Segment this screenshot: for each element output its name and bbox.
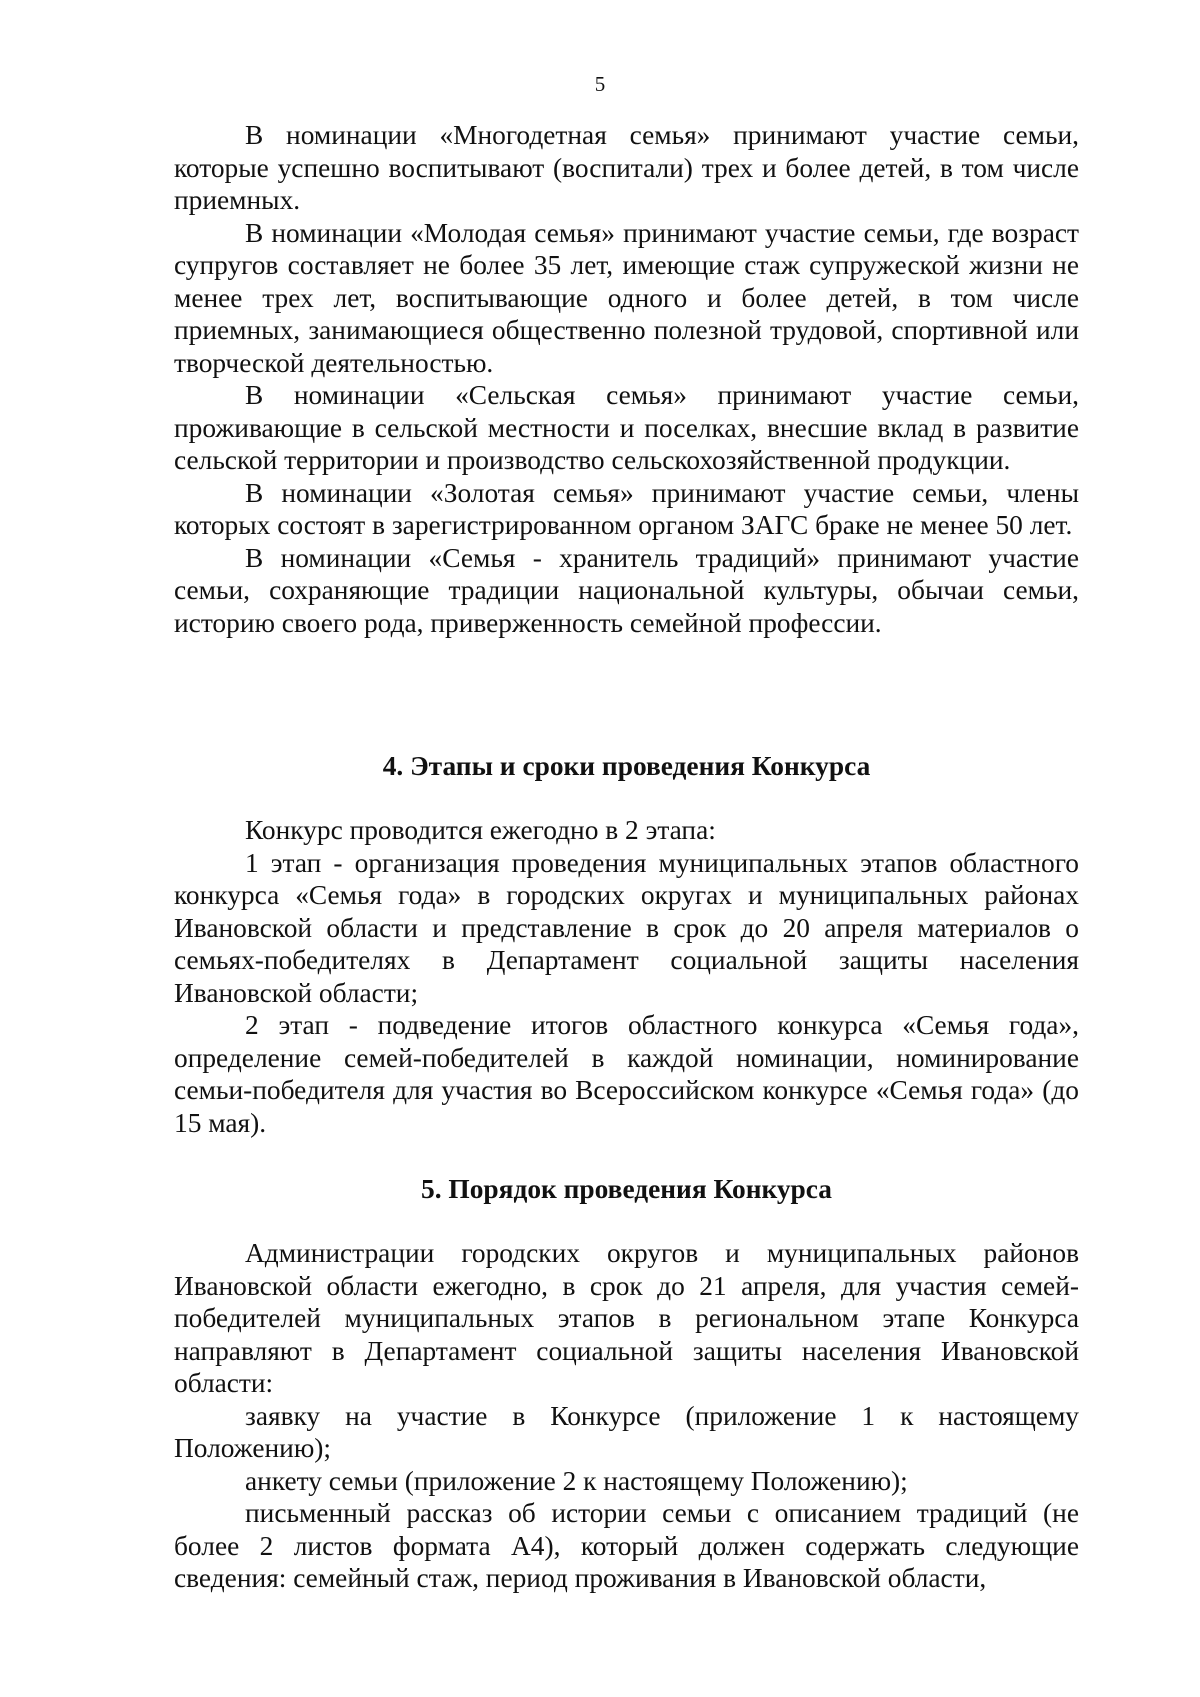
nominations-section xyxy=(174,119,1079,639)
section-5-heading: 5. Порядок проведения Конкурса xyxy=(421,1174,832,1204)
procedure-section xyxy=(174,1237,1079,1595)
paragraph-family-story: письменный рассказ об истории семьи с описанием традиций (не более 2 листов формата А4), который должен содержать следующие сведения: семейный стаж, период проживания в Ивановской области, xyxy=(174,1498,1079,1593)
section-4-heading: 4. Этапы и сроки проведения Конкурса xyxy=(382,751,871,781)
paragraph-large-family: В номинации «Многодетная семья» принимают участие семьи, которые успешно воспитывают (воспитали) трех и более детей, в том числе приемных. xyxy=(174,120,1079,215)
page-number: 5 xyxy=(594,72,606,96)
paragraph-stage-2: 2 этап - подведение итогов областного конкурса «Семья года», определение семей-победителей в каждой номинации, номинирование семьи-победителя для участия во Всероссийском конкурсе «Семья года» (до 15 мая). xyxy=(174,1010,1079,1138)
paragraph-application: заявку на участие в Конкурсе (приложение 1 к настоящему Положению); xyxy=(174,1400,1079,1463)
paragraph-stage-1: 1 этап - организация проведения муниципальных этапов областного конкурса «Семья года» в городских округах и муниципальных районах Ивановской области и представление в срок до 20 апреля материалов о семьях-победителях в Департамент социальной защиты населения Ивановской области; xyxy=(174,847,1079,1008)
paragraph-golden-family: В номинации «Золотая семья» принимают участие семьи, члены которых состоят в зарегистрированном органом ЗАГС браке не менее 50 лет. xyxy=(174,477,1079,540)
paragraph-questionnaire: анкету семьи (приложение 2 к настоящему Положению); xyxy=(245,1465,908,1496)
stages-section xyxy=(174,814,1079,1139)
paragraph-administrations: Администрации городских округов и муниципальных районов Ивановской области ежегодно, в срок до 21 апреля, для участия семей-победителей муниципальных этапов в региональном этапе Конкурса направляют в Департамент социальной защиты населения Ивановской области: xyxy=(174,1238,1079,1398)
paragraph-rural-family: В номинации «Сельская семья» принимают участие семьи, проживающие в сельской местности и поселках, внесшие вклад в развитие сельской территории и производство сельскохозяйственной продукции. xyxy=(174,380,1079,475)
paragraph-traditions-family: В номинации «Семья - хранитель традиций» принимают участие семьи, сохраняющие традиции национальной культуры, обычаи семьи, историю своего рода, приверженность семейной профессии. xyxy=(174,542,1079,638)
paragraph-young-family: В номинации «Молодая семья» принимают участие семьи, где возраст супругов составляет не более 35 лет, имеющие стаж супружеской жизни не менее трех лет, воспитывающие одного и более детей, в том числе приемных, занимающиеся общественно полезной трудовой, спортивной или творческой деятельностью. xyxy=(174,217,1079,378)
paragraph-stages-intro: Конкурс проводится ежегодно в 2 этапа: xyxy=(245,815,716,845)
